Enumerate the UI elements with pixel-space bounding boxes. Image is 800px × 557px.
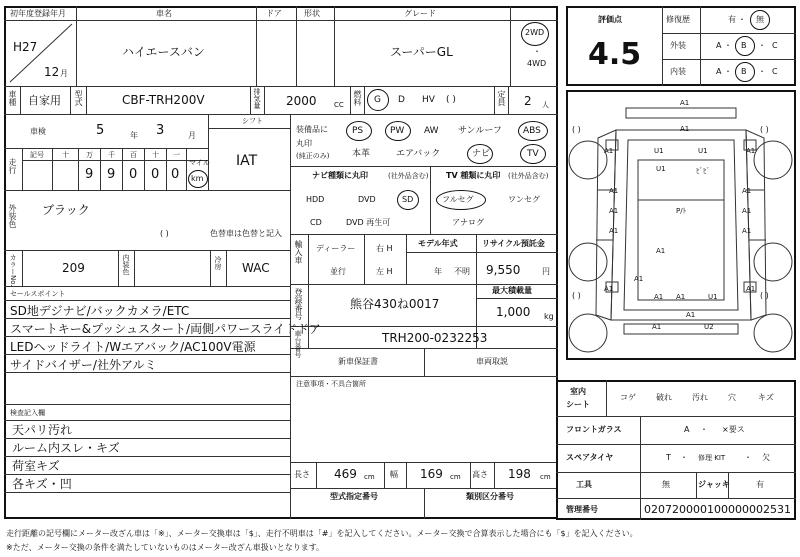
jack-value: 有 [756,480,764,489]
spare-kit: 修理 KIT [698,454,726,462]
digit-label-1: 万 [86,151,93,159]
diagram-mark: A1 [746,285,756,293]
height-value: 198 [508,467,531,481]
equip-item: TV [527,149,539,159]
spare-none: 欠 [762,453,770,462]
max-load-unit: kg [544,312,554,321]
nav-item: DVD 再生可 [346,218,391,227]
diagram-mark: A1 [609,227,619,235]
car-type-label: 車種 [8,90,17,106]
capacity-unit: 人 [542,101,549,109]
tv-item: ワンセグ [508,195,540,204]
sheet-item: 汚れ [692,393,708,402]
selling-point-line: サイドバイザー/社外アルミ [10,358,157,372]
selling-point-line: SD地デジナビ/バックカメラ/ETC [10,304,190,318]
recycle-value: 9,550 [486,263,521,277]
inspection-label: 車検 [30,127,46,136]
selling-point-line: スマートキー&プッシュスタート/両側パワースライドドア [10,322,321,336]
equip-item: サンルーフ [458,126,502,136]
diagram-mark: A1 [654,293,664,301]
fuel-hv: HV [422,95,435,105]
reg-month-unit: 月 [60,69,68,78]
shape-label: 形状 [304,9,320,18]
displacement-label: 排気量 [253,88,261,109]
width-label: 幅 [390,470,398,479]
footer-note-1: 走行距離の記号欄にメーター改ざん車は「※」、メーター交換車は「$」、走行不明車は「#」を記入してください。メーター交換で合算表示した場合にも「$」を記入ください。 [6,529,638,538]
mileage-unit-mile: マイル [189,159,210,167]
drive-4wd: 4WD [527,59,547,68]
diagram-mark: A1 [686,311,696,319]
spare-sep: ・ [680,453,688,462]
nav-item: HDD [306,195,325,204]
inspection-month-unit: 月 [188,131,196,140]
interior-sep: ・ [724,67,732,76]
sheet-label-1: 室内 [570,387,586,396]
length-unit: cm [364,473,375,481]
diagram-mark: U1 [654,147,664,155]
color-change-note: 色替車は色替と記入 [210,229,282,238]
width-value: 169 [420,467,443,481]
mgmt-value: 020720000100000002531 [644,503,791,516]
drive-2wd: 2WD [525,28,545,37]
bracket-mark: ( ) [760,125,769,134]
inspection-year-unit: 年 [130,131,138,140]
repair-sep: ・ [738,15,746,24]
fuel-label: 燃料 [353,90,362,106]
equipment-label-2: 丸印 [296,139,312,148]
ac-value: WAC [242,261,270,275]
digit-label-3: 百 [130,151,137,159]
equip-item: ABS [523,126,541,136]
inspector-line: 荷室キズ [12,459,60,473]
tv-item: アナログ [452,218,484,227]
import-label: 輸入車 [294,240,303,264]
diagram-mark: A1 [680,125,690,133]
equip-item: 本革 [352,149,371,159]
fuel-d: D [398,95,405,105]
type-no-label: 型式指定番号 [330,492,378,501]
import-left-h: 左 H [376,267,393,276]
height-unit: cm [540,473,551,481]
color-paren: ( ) [160,229,169,238]
interior-label: 内装 [670,67,686,76]
footer-note-2: ※ただ、メーター交換の条件を満たしていないものはメーター改ざん車扱いとなります。 [6,543,325,552]
spare-sep: ・ [744,453,752,462]
mileage-digit: 0 [129,167,138,182]
tv-item: フルセグ [442,195,474,204]
windshield-a: A [684,425,690,434]
diagram-mark: A1 [656,247,666,255]
inspector-label: 検査記入欄 [10,409,45,417]
shift-value: IAT [236,153,258,169]
diagram-mark: A1 [680,99,690,107]
door-label: ドア [266,9,282,18]
diagram-mark: P/ﾄ [676,207,687,215]
sheet-item: 穴 [728,393,736,402]
registration-label: 登録番号 [294,288,303,320]
inspection-month: 3 [156,123,165,138]
import-right-h: 右 H [376,244,393,253]
score-label: 評価点 [598,15,622,24]
selling-points-label: セールスポイント [10,290,66,298]
exterior-sep: ・ [758,41,766,50]
interior-color-label: 内装色 [122,254,130,275]
score-value: 4.5 [588,37,642,72]
recycle-label: リサイクル預託金 [482,239,545,248]
equip-item: ナビ [472,149,491,159]
sheet-item: コゲ [620,393,636,402]
inspector-line: ルーム内スレ・キズ [12,441,120,455]
windshield-label: フロントガラス [566,425,622,434]
import-dealer: ディーラー [316,244,356,253]
diagram-mark: ﾋﾞﾋﾞ [696,167,710,175]
chassis-label: 車台番号 [294,330,302,358]
digit-label-2: 千 [108,151,115,159]
equip-item: エアバック [396,149,441,159]
capacity-label: 定員 [497,90,506,106]
registration-value: 熊谷430ね0017 [350,297,440,311]
equip-item: AW [424,126,439,136]
recycle-unit: 円 [542,267,550,276]
spare-t: T [666,453,671,462]
grade-value: スーパーGL [390,45,453,59]
sheet-label-2: シート [566,400,590,409]
windshield-x: ×要ス [722,425,745,434]
nav-item: SD [402,195,414,204]
max-load-label: 最大積載量 [492,286,532,295]
mileage-digit: 0 [171,167,180,182]
grade-label: グレード [404,9,436,18]
model-label: 型式 [74,90,83,106]
diagram-mark: U1 [656,165,666,173]
tools-label: 工具 [576,480,592,489]
fuel-g: G [374,95,381,105]
repair-yes: 有 [728,15,736,24]
car-name: ハイエースバン [122,45,205,59]
diagram-mark: A1 [742,187,752,195]
sheet-item: キズ [758,393,774,402]
sheet-item: 破れ [656,393,672,402]
car-name-label: 車名 [156,9,172,18]
diagram-mark: A1 [609,207,619,215]
model-year-unknown: 不明 [454,267,470,276]
diagram-mark: A1 [742,227,752,235]
fuel-other: ( ) [446,95,456,105]
mgmt-label: 管理番号 [566,505,598,514]
displacement-unit: CC [334,101,344,109]
diagram-mark: A1 [609,187,619,195]
color-no-value: 209 [62,261,85,275]
mileage-digit: 9 [107,167,116,182]
digit-label-4: 十 [152,151,159,159]
exterior-b: B [741,41,747,50]
color-value: ブラック [42,203,90,217]
reg-era-year: H27 [13,40,38,54]
reg-month: 12 [44,65,60,79]
nav-note: (社外品含む) [388,172,429,180]
diagram-mark: A1 [676,293,686,301]
repair-no: 無 [756,15,764,24]
equip-item: PW [390,126,405,136]
equip-item: PS [352,126,364,136]
interior-c: C [772,67,778,76]
mileage-digit: 9 [85,167,94,182]
class-no-label: 類別区分番号 [466,492,514,501]
nav-item: CD [310,218,322,227]
repair-label: 修復歴 [666,15,690,24]
selling-point-line: LEDヘッドライト/Wエアバック/AC100V電源 [10,340,256,354]
diagram-mark: U1 [708,293,718,301]
jack-label: ジャッキ [698,480,730,489]
import-parallel: 並行 [330,267,346,276]
mileage-label: 走行 [8,158,17,174]
interior-b: B [741,67,747,76]
shift-label: シフト [242,117,263,125]
bracket-mark: ( ) [572,291,581,300]
diagram-mark: U2 [704,323,714,331]
length-value: 469 [334,467,357,481]
diagram-mark: A1 [604,285,614,293]
tools-value: 無 [662,480,670,489]
tv-note: (社外品含む) [508,172,549,180]
notes-label: 注意事項・不具合箇所 [296,380,366,388]
diagram-mark: U1 [698,147,708,155]
max-load-value: 1,000 [496,305,531,319]
height-label: 高さ [472,470,488,479]
windshield-sep: ・ [700,425,708,434]
warranty-label: 新車保証書 [338,357,378,366]
bracket-mark: ( ) [760,291,769,300]
diagram-mark: A1 [652,323,662,331]
model-year-label: モデル年式 [418,239,458,248]
capacity-value: 2 [524,94,532,108]
spare-label: スペアタイヤ [566,453,614,462]
diagram-mark: A1 [634,275,644,283]
nav-item: DVD [358,195,376,204]
tv-title: TV 種類に丸印 [446,171,501,180]
inspector-line: 天パリ汚れ [12,423,73,437]
equipment-label-1: 装備品に [296,125,328,134]
exterior-label: 外装 [670,41,686,50]
interior-sep: ・ [758,67,766,76]
bracket-mark: ( ) [572,125,581,134]
displacement-value: 2000 [286,94,317,108]
exterior-c: C [772,41,778,50]
mileage-digit: 0 [151,167,160,182]
model-year-year: 年 [434,267,442,276]
inspector-line: 各キズ・凹 [12,477,72,491]
length-label: 長さ [294,470,310,479]
digit-label-5: 一 [173,151,180,159]
color-label: 外装色 [8,204,17,228]
digit-label-0: 十 [62,151,69,159]
diagram-mark: A1 [742,207,752,215]
width-unit: cm [450,473,461,481]
reg-year-label: 初年度登録年月 [10,9,66,18]
diagram-mark: A1 [604,147,614,155]
mileage-sign-label: 記号 [30,151,44,159]
inspection-year: 5 [96,123,105,138]
diagram-mark: A1 [746,147,756,155]
model-value: CBF-TRH200V [122,93,205,107]
drive-dot: ・ [533,47,541,56]
nav-title: ナビ種類に丸印 [312,171,368,180]
equipment-label-3: (純正のみ) [296,152,330,160]
ac-label: 冷房 [214,256,222,270]
car-use: 自家用 [28,94,61,107]
exterior-sep: ・ [724,41,732,50]
chassis-value: TRH200-0232253 [382,331,488,345]
interior-a: A [716,67,722,76]
mileage-unit-km: km [191,174,204,183]
exterior-a: A [716,41,722,50]
color-no-label: カラーNo. [9,254,17,287]
manual-label: 車両取説 [476,357,508,366]
